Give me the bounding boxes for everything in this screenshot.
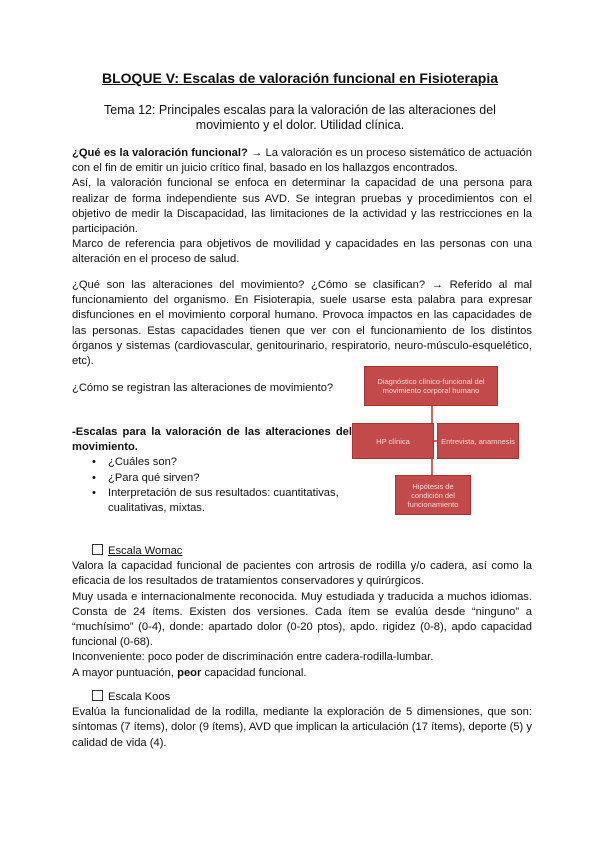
womac-heading	[72, 544, 532, 559]
escalas-bullets	[72, 455, 352, 516]
diagram-box-left: HP clínica	[352, 423, 434, 459]
intro-question-answer: → La valoración es un proceso sistemático de actuación con el fin de emitir un juicio crítico final, basado en los hallazgos encontrados.	[72, 147, 532, 175]
koos-heading	[72, 690, 532, 705]
escalas-section	[72, 425, 352, 516]
escalas-heading	[72, 425, 352, 455]
intro-paragraph-2: Así, la valoración funcional se enfoca en determinar la capacidad de una persona para realizar de forma independiente sus AVD. Se integran pruebas y procedimientos con el objetivo de medir la Discapacidad, las limitaciones de la actividad y las restricciones en la participación.	[72, 177, 532, 236]
womac-section	[72, 544, 532, 681]
document-title: BLOQUE V: Escalas de valoración funcional en Fisioterapia	[101, 70, 498, 86]
womac-heading-text: Escala Womac	[108, 545, 183, 557]
koos-text: Evalúa la funcionalidad de la rodilla, mediante la exploración de 5 dimensiones, que son: síntomas (7 ítems), dolor (9 ítems), AVD que implican la articulación (17 ítems), deporte (5) y calidad de vida (4).	[72, 706, 532, 749]
checkbox-icon	[92, 544, 103, 555]
womac-text-4-pre: A mayor puntuación,	[72, 666, 178, 679]
alteraciones-paragraph: ¿Qué son las alteraciones del movimiento? ¿Cómo se clasifican? → Referido al mal funcionamiento del organismo. En Fisioterapia, suele usarse esta palabra para expresar disfunciones en el movimiento corporal humano. Provoca impactos en las capacidades de las personas. Estas capacidades tienen que ver con el funcionamiento de los distintos órganos y sistemas (cardiovascular, genitourinario, respiratorio, neuro-músculo-esquelético, etc).	[72, 279, 532, 368]
registro-question: ¿Cómo se registran las alteraciones de movimiento?	[72, 382, 334, 394]
escalas-bullet: • ¿Cuáles son?	[72, 455, 352, 470]
koos-heading-text: Escala Koos	[108, 691, 171, 703]
diagram-box-right: Entrevista, anamnesis	[437, 423, 519, 459]
womac-text-1: Valora la capacidad funcional de pacientes con artrosis de rodilla y/o cadera, así como la eficacia de los resultados de tratamientos conservadores y quirúrgicos.	[72, 560, 532, 588]
escalas-heading-end: .	[134, 441, 138, 454]
escalas-bullet: • Interpretación de sus resultados: cuantitativas, cualitativas, mixtas.	[72, 486, 352, 516]
escalas-bullet: • ¿Para qué sirven?	[72, 471, 352, 486]
escalas-heading-text: -Escalas para la valoración de las alteraciones del movimiento	[72, 426, 352, 454]
diagram-box-bottom: Hipótesis de condición del funcionamiento	[395, 475, 471, 515]
intro-question	[72, 146, 532, 176]
womac-text-4-bold: peor	[177, 666, 202, 679]
koos-section	[72, 690, 532, 751]
womac-text-3: Inconveniente: poco poder de discriminación entre cadera-rodilla-lumbar.	[72, 651, 434, 664]
intro-paragraph-3: Marco de referencia para objetivos de movilidad y capacidades en las personas con una alteración en el proceso de salud.	[72, 238, 532, 266]
diagram-box-top: Diagnóstico clínico-funcional del movimiento corporal humano	[364, 366, 498, 406]
womac-text-2: Muy usada e internacionalmente reconocida. Muy estudiada y traducida a muchos idiomas. Consta de 24 ítems. Existen dos versiones. Cada ítem se evalúa desde “ninguno” a “muchísimo” (0-4), donde: apartado dolor (0-20 ptos), apdo. rigidez (0-8), apdo capacidad funcional (0-68).	[72, 590, 532, 649]
womac-text-4	[72, 666, 532, 681]
intro-section	[72, 146, 532, 268]
document-subtitle: Tema 12: Principales escalas para la valoración de las alteraciones del movimiento y el dolor. Utilidad clínica.	[104, 103, 496, 132]
checkbox-icon	[92, 690, 103, 701]
intro-question-bold: ¿Qué es la valoración funcional?	[72, 147, 248, 159]
womac-text-4-post: capacidad funcional.	[201, 666, 307, 679]
